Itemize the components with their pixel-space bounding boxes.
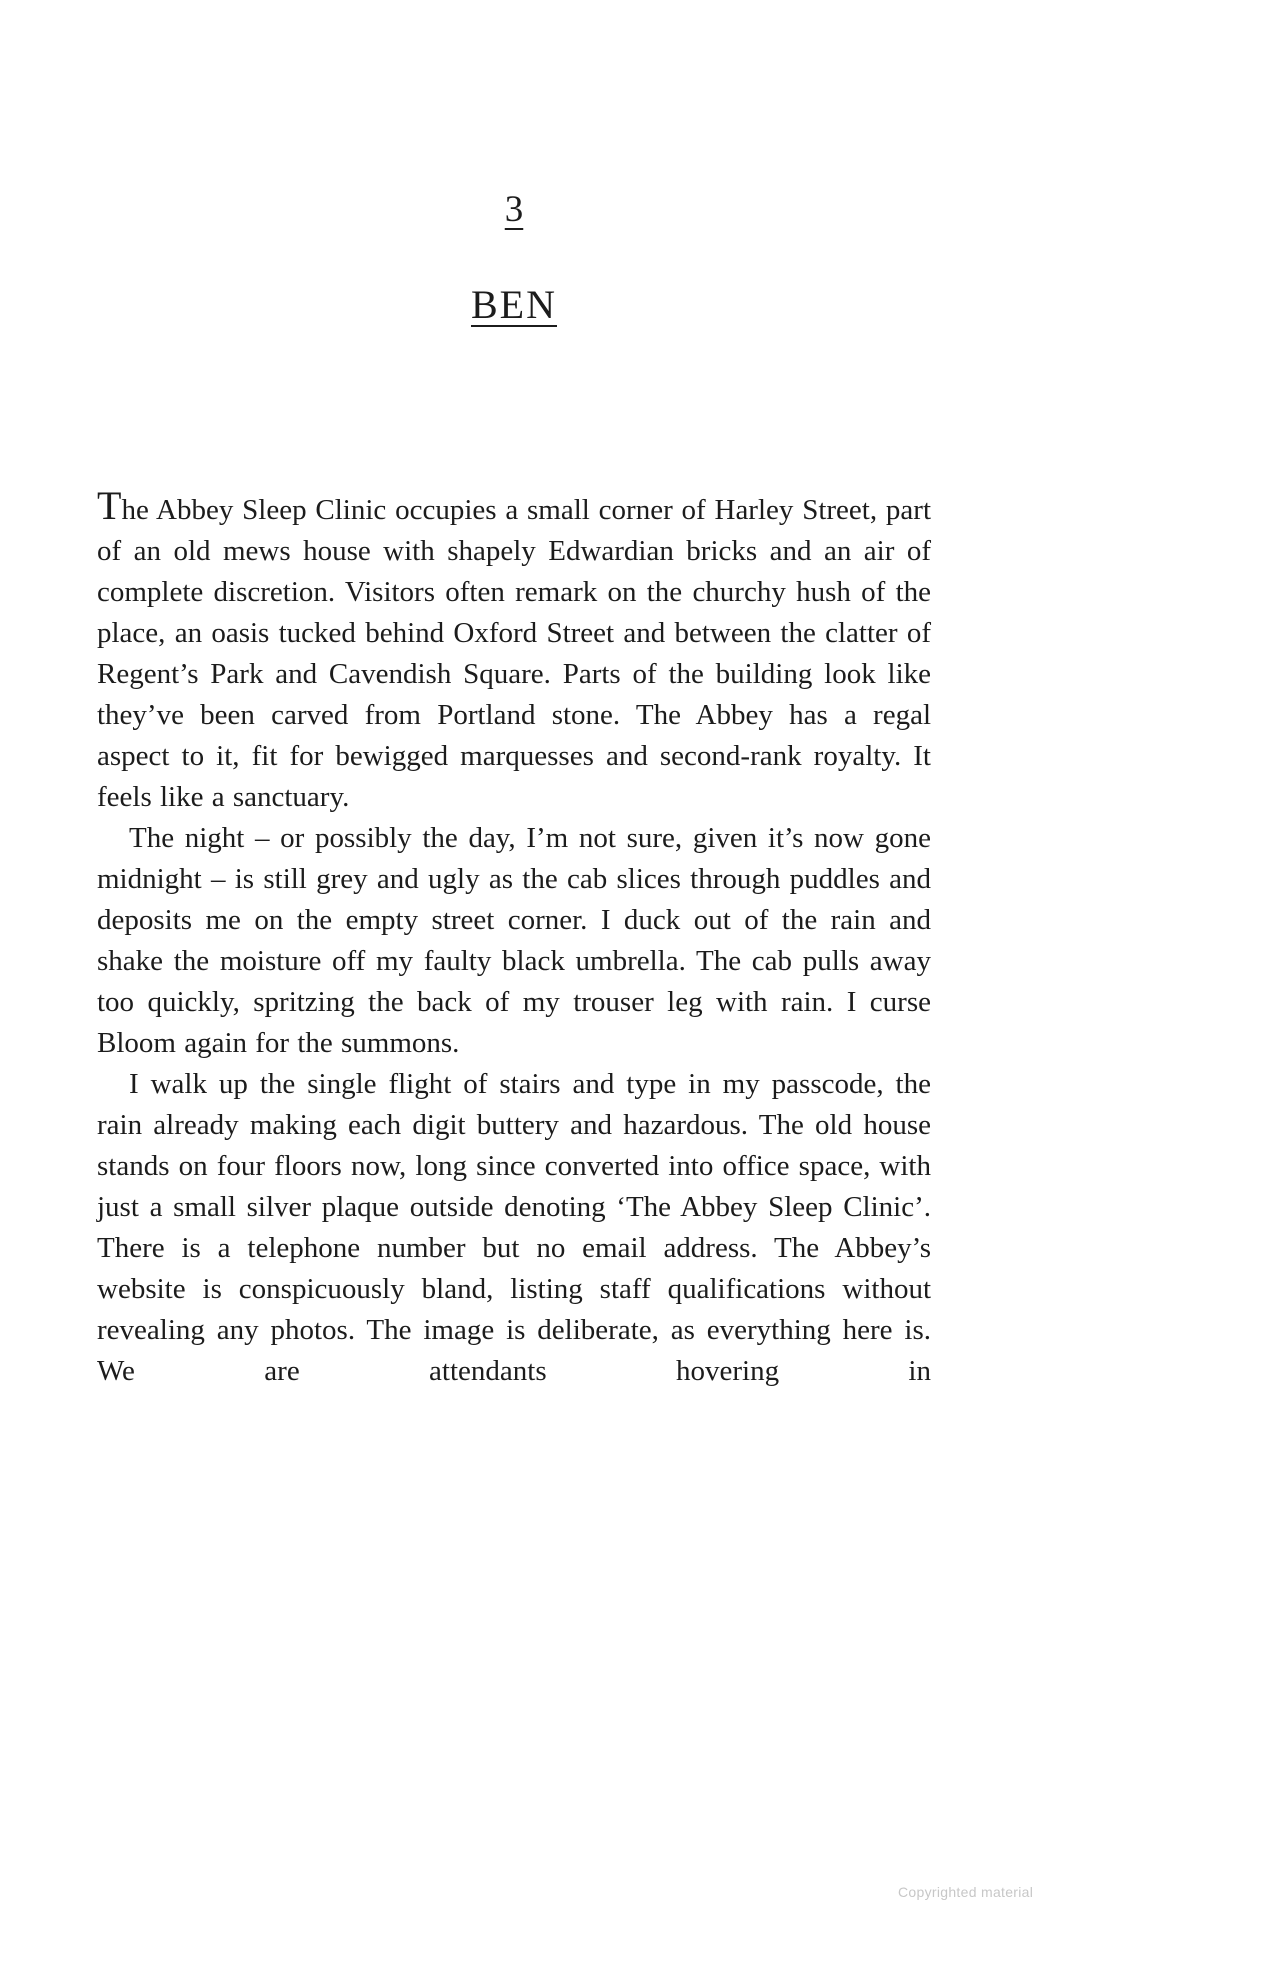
chapter-number-text: 3 (504, 189, 524, 230)
chapter-title (97, 281, 931, 328)
chapter-number (97, 0, 931, 231)
paragraph: The night – or possibly the day, I’m not sure, given it’s now gone midnight – is still grey and ugly as the cab slices through puddles and deposits me on the empty street corner. I duck out of the rain and shake the moisture off my faulty black umbrella. The cab pulls away too quickly, spritzing the back of my trouser leg with rain. I curse Bloom again for the summons. (97, 822, 931, 1059)
copyright-watermark: Copyrighted material (898, 1884, 1034, 1900)
chapter-title-text: BEN (471, 282, 557, 327)
body-text (97, 483, 931, 1392)
paragraph: The Abbey Sleep Clinic occupies a small corner of Harley Street, part of an old mews house with shapely Edwardian bricks and an air of complete discretion. Visitors often remark on the churchy hush of the place, an oasis tucked behind Oxford Street and between the clatter of Regent’s Park and Cavendish Square. Parts of the building look like they’ve been carved from Portland stone. The Abbey has a regal aspect to it, fit for bewigged marquesses and second-rank royalty. It feels like a sanctuary. (97, 483, 931, 813)
paragraph: I walk up the single flight of stairs and type in my passcode, the rain already making each digit buttery and hazardous. The old house stands on four floors now, long since converted into office space, with just a small silver plaque outside denoting ‘The Abbey Sleep Clinic’. There is a telephone number but no email address. The Abbey’s website is conspicuously bland, listing staff qualifications without revealing any photos. The image is deliberate, as everything here is. We are attendants hovering in (97, 1068, 931, 1387)
book-page (97, 0, 931, 1392)
